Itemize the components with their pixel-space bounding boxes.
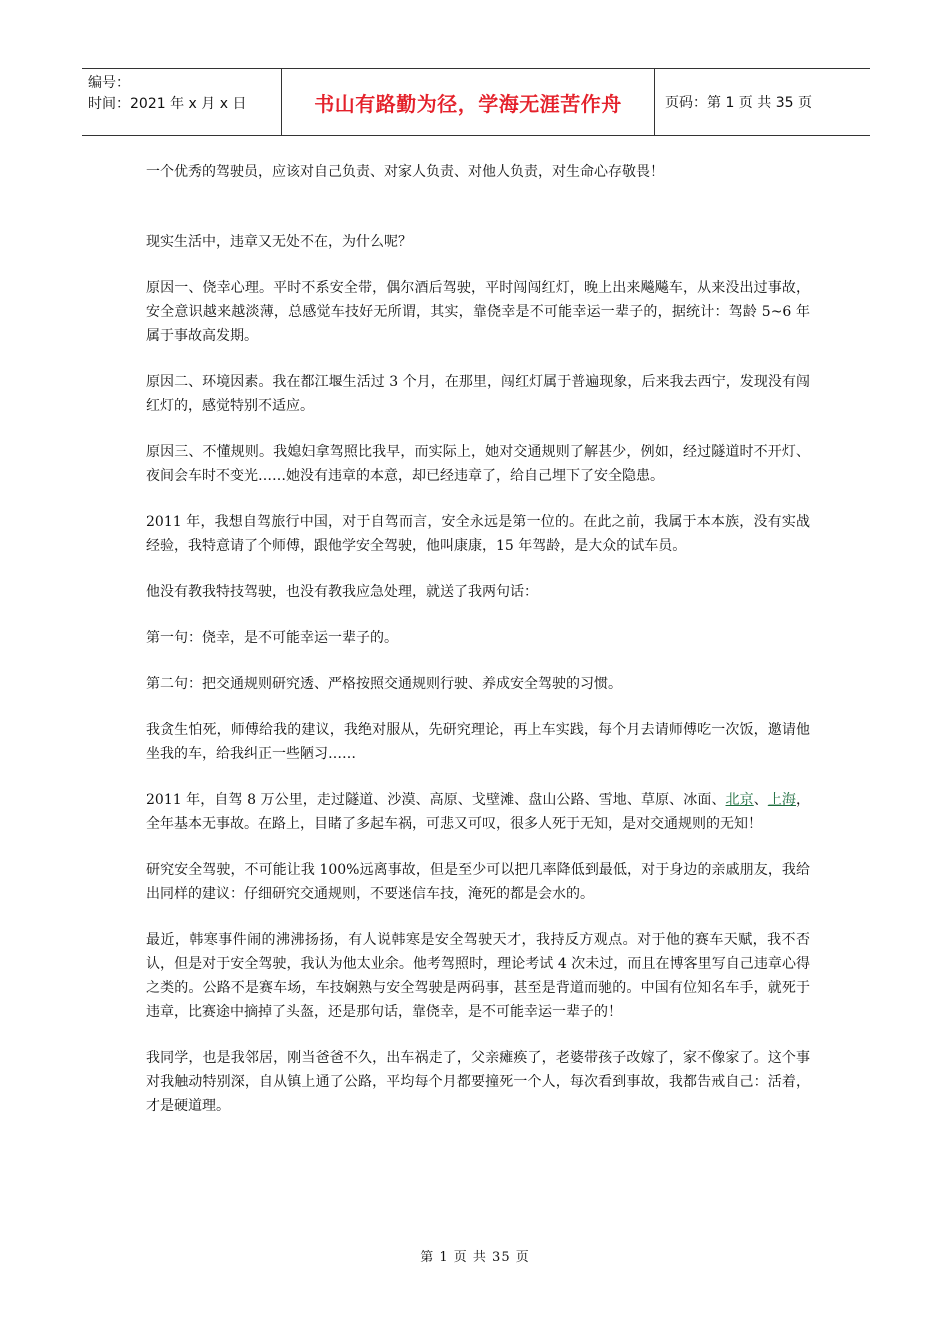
paragraph: 第二句：把交通规则研究透、严格按照交通规则行驶、养成安全驾驶的习惯。 [146, 676, 622, 692]
header-page-code: 页码：第 1 页 共 35 页 [665, 95, 812, 111]
page-footer: 第 1 页 共 35 页 [420, 1250, 530, 1265]
paragraph: 原因三、不懂规则。我媳妇拿驾照比我早，而实际上，她对交通规则了解甚少，例如，经过隧道时不开灯、夜间会车时不变光……她没有违章的本意，却已经违章了，给自己埋下了安全隐患。 [146, 444, 810, 484]
article-body [146, 160, 810, 1140]
header-motto: 书山有路勤为径，学海无涯苦作舟 [282, 69, 655, 135]
page-header [82, 68, 870, 136]
paragraph: 原因一、侥幸心理。平时不系安全带，偶尔酒后驾驶，平时闯闯红灯，晚上出来飚飚车，从来没出过事故，安全意识越来越淡薄，总感觉车技好无所谓，其实，靠侥幸是不可能幸运一辈子的，据统计：驾龄 5~6 年属于事故高发期。 [146, 280, 810, 344]
paragraph-with-links [146, 788, 810, 836]
paragraph: 研究安全驾驶，不可能让我 100%远离事故，但是至少可以把几率降低到最低，对于身边的亲戚朋友，我给出同样的建议：仔细研究交通规则，不要迷信车技，淹死的都是会水的。 [146, 862, 810, 902]
link-beijing[interactable]: 北京 [725, 792, 754, 808]
paragraph-text: ，全年基本无事故。在路上，目睹了多起车祸，可悲又可叹，很多人死于无知，是对交通规则的无知！ [146, 792, 811, 832]
paragraph: 最近，韩寒事件闹的沸沸扬扬，有人说韩寒是安全驾驶天才，我持反方观点。对于他的赛车天赋，我不否认，但是对于安全驾驶，我认为他太业余。他考驾照时，理论考试 4 次未过，而且在博客里写自己违章心得之类的。公路不是赛车场，车技娴熟与安全驾驶是两码事，甚至是背道而驰的。中国有位知名车手，就死于违章，比赛途中摘掉了头盔，还是那句话，靠侥幸，是不可能幸运一辈子的！ [146, 932, 810, 1020]
paragraph: 原因二、环境因素。我在都江堰生活过 3 个月，在那里，闯红灯属于普遍现象，后来我去西宁，发现没有闯红灯的，感觉特别不适应。 [146, 374, 810, 414]
header-info-cell [82, 69, 282, 135]
separator: 、 [753, 792, 768, 808]
paragraph: 他没有教我特技驾驶，也没有教我应急处理，就送了我两句话： [146, 584, 538, 600]
paragraph: 现实生活中，违章又无处不在，为什么呢？ [146, 234, 412, 250]
document-number-label: 编号： [88, 75, 130, 91]
paragraph: 我同学，也是我邻居，刚当爸爸不久，出车祸走了，父亲瘫痪了，老婆带孩子改嫁了，家不像家了。这个事对我触动特别深，自从镇上通了公路，平均每个月都要撞死一个人，每次看到事故，我都告戒自己：活着，才是硬道理。 [146, 1050, 810, 1114]
paragraph: 第一句：侥幸，是不可能幸运一辈子的。 [146, 630, 398, 646]
paragraph: 我贪生怕死，师傅给我的建议，我绝对服从，先研究理论，再上车实践，每个月去请师傅吃一次饭，邀请他坐我的车，给我纠正一些陋习…… [146, 722, 810, 762]
link-shanghai[interactable]: 上海 [767, 792, 797, 808]
paragraph-text: 2011 年，自驾 8 万公里，走过隧道、沙漠、高原、戈壁滩、盘山公路、雪地、草原、冰面、 [146, 792, 726, 808]
paragraph: 一个优秀的驾驶员，应该对自己负责、对家人负责、对他人负责，对生命心存敬畏！ [146, 164, 664, 180]
paragraph: 2011 年，我想自驾旅行中国，对于自驾而言，安全永远是第一位的。在此之前，我属于本本族，没有实战经验，我特意请了个师傅，跟他学安全驾驶，他叫康康，15 年驾龄，是大众的试车员。 [146, 514, 810, 554]
document-date: 时间：2021 年 x 月 x 日 [88, 96, 247, 112]
